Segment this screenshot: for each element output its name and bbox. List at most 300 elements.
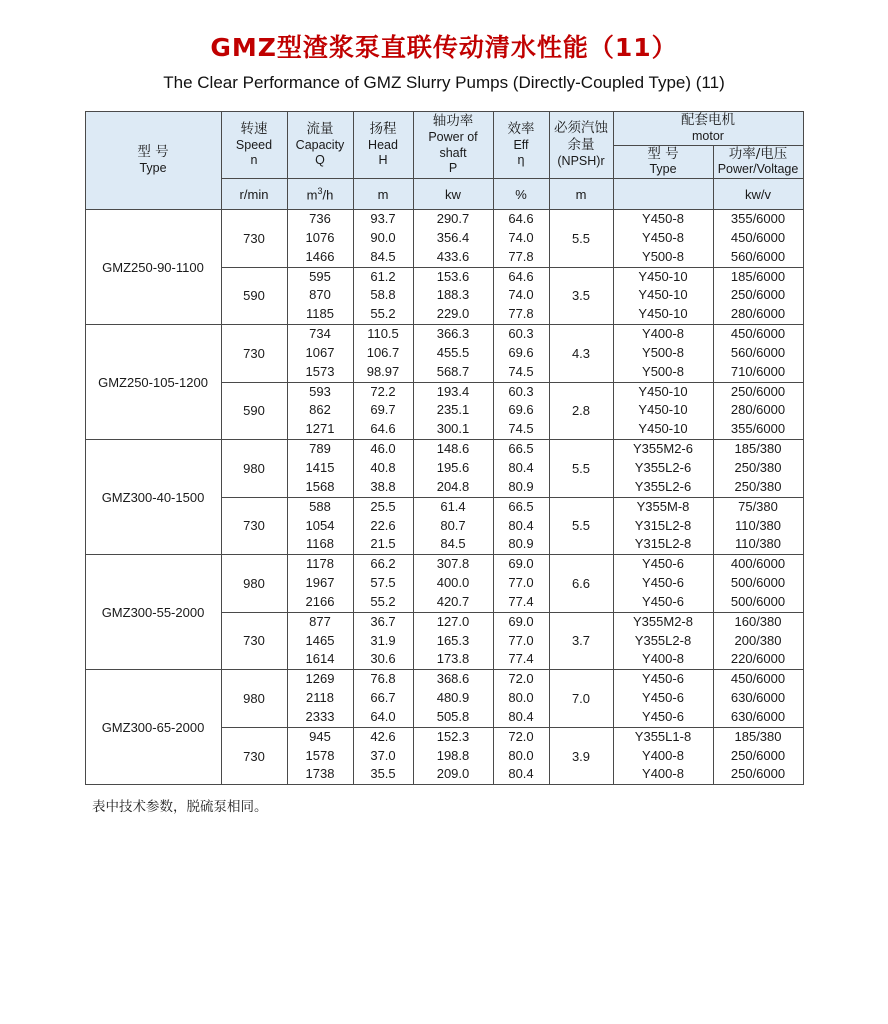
head-value: 66.7 — [370, 690, 396, 706]
motor-type-value: Y400-8 — [642, 651, 684, 667]
efficiency-value: 80.4 — [508, 708, 534, 724]
power-value: 198.8 — [436, 747, 470, 763]
power-value: 455.5 — [436, 344, 470, 360]
efficiency-value: 80.4 — [508, 459, 534, 475]
motor-type-value: Y355L2-6 — [634, 459, 692, 475]
power — [413, 382, 493, 440]
power-value: 165.3 — [436, 632, 470, 648]
head — [353, 555, 413, 613]
npsh-value: 2.8 — [549, 382, 613, 440]
motor-type-value: Y355L1-8 — [634, 728, 692, 744]
header-speed — [221, 112, 287, 179]
motor-type — [613, 612, 713, 670]
motor-power-value: 185/380 — [734, 728, 782, 744]
capacity-value: 1168 — [306, 536, 334, 552]
motor-type-value: Y450-6 — [642, 556, 684, 572]
head-value: 30.6 — [370, 651, 396, 667]
head-value: 58.8 — [370, 287, 396, 303]
header-speed-symbol: n — [250, 153, 258, 168]
motor-type-value: Y450-10 — [638, 306, 688, 322]
efficiency-value: 80.9 — [508, 536, 534, 552]
capacity-value: 1185 — [306, 306, 334, 322]
efficiency — [493, 325, 549, 383]
header-power — [413, 112, 493, 179]
motor-power — [713, 440, 803, 498]
power — [413, 497, 493, 555]
header-efficiency-zh: 效率 — [507, 120, 535, 137]
head — [353, 727, 413, 785]
table-footnote: 表中技术参数，脱硫泵相同。 — [92, 799, 268, 816]
motor-type-value: Y450-10 — [638, 421, 688, 437]
motor-type-value: Y450-6 — [642, 690, 684, 706]
table-row — [85, 670, 803, 728]
speed-value: 730 — [221, 727, 287, 785]
motor-power-value: 75/380 — [738, 498, 778, 514]
header-npsh-en: (NPSH)r — [557, 154, 605, 169]
capacity-value: 1738 — [305, 766, 335, 782]
npsh-value: 5.5 — [549, 210, 613, 268]
capacity-value: 595 — [309, 268, 331, 284]
capacity-value: 1076 — [305, 229, 335, 245]
motor-type-value: Y450-10 — [638, 287, 688, 303]
motor-power-value: 500/6000 — [730, 575, 786, 591]
unit-motor-type — [613, 179, 713, 210]
motor-type-value: Y400-8 — [642, 766, 684, 782]
capacity — [287, 555, 353, 613]
capacity-value: 2333 — [305, 708, 335, 724]
header-efficiency-en: Eff — [513, 137, 529, 152]
head — [353, 440, 413, 498]
document-page — [0, 28, 888, 1024]
motor-type — [613, 210, 713, 268]
power — [413, 612, 493, 670]
capacity-value: 1967 — [305, 575, 335, 591]
head-value: 106.7 — [366, 344, 400, 360]
head-value: 76.8 — [370, 671, 396, 687]
page-title-english: The Clear Performance of GMZ Slurry Pumps (Directly-Coupled Type) (11) — [163, 73, 725, 92]
power-value: 209.0 — [436, 766, 470, 782]
motor-power-value: 450/6000 — [730, 671, 786, 687]
motor-power — [713, 670, 803, 728]
motor-type — [613, 267, 713, 325]
capacity-value: 1415 — [305, 459, 335, 475]
head-value: 64.6 — [370, 421, 396, 437]
motor-power-value: 630/6000 — [730, 708, 786, 724]
motor-power-value: 110/380 — [734, 517, 782, 533]
efficiency-value: 74.0 — [508, 287, 534, 303]
npsh-value: 6.6 — [549, 555, 613, 613]
motor-power — [713, 210, 803, 268]
speed-value: 980 — [221, 440, 287, 498]
capacity-value: 1178 — [306, 556, 334, 572]
efficiency-value: 80.9 — [508, 478, 534, 494]
power-value: 480.9 — [436, 690, 470, 706]
head-value: 25.5 — [370, 498, 396, 514]
efficiency-value: 74.5 — [508, 363, 534, 379]
header-type-en: Type — [139, 161, 167, 176]
motor-type-value: Y355L2-8 — [634, 632, 692, 648]
motor-power-value: 250/380 — [734, 478, 782, 494]
head-value: 55.2 — [370, 306, 396, 322]
efficiency-value: 69.0 — [508, 556, 534, 572]
efficiency-value: 77.0 — [508, 632, 534, 648]
motor-power-value: 250/6000 — [730, 287, 786, 303]
capacity-value: 1269 — [305, 671, 335, 687]
motor-type-value: Y400-8 — [642, 326, 684, 342]
power-value: 204.8 — [436, 478, 470, 494]
capacity-value: 1067 — [305, 344, 335, 360]
motor-power-value: 560/6000 — [730, 248, 786, 264]
motor-power-value: 400/6000 — [730, 556, 786, 572]
motor-type — [613, 325, 713, 383]
head — [353, 612, 413, 670]
efficiency-value: 69.6 — [508, 344, 534, 360]
motor-power — [713, 267, 803, 325]
header-capacity-zh: 流量 — [306, 120, 334, 137]
motor-type-value: Y400-8 — [642, 747, 684, 763]
pump-model: GMZ300-65-2000 — [85, 670, 221, 785]
page-title-chinese: GMZ型渣浆泵直联传动清水性能（11） — [210, 33, 678, 62]
power — [413, 555, 493, 613]
head-value: 66.2 — [370, 556, 396, 572]
power-value: 400.0 — [436, 575, 470, 591]
motor-power — [713, 382, 803, 440]
header-npsh-zh: 必须汽蚀余量 — [554, 120, 608, 154]
head-value: 93.7 — [370, 211, 396, 226]
motor-power-value: 500/6000 — [730, 593, 786, 609]
motor-type — [613, 670, 713, 728]
power-value: 61.4 — [440, 498, 466, 514]
motor-type-value: Y450-8 — [642, 229, 684, 245]
head-value: 90.0 — [370, 229, 396, 245]
efficiency-value: 74.5 — [508, 421, 534, 437]
speed-value: 590 — [221, 267, 287, 325]
head — [353, 497, 413, 555]
capacity — [287, 497, 353, 555]
head-value: 36.7 — [370, 613, 396, 629]
head — [353, 670, 413, 728]
motor-power-value: 250/6000 — [730, 766, 786, 782]
efficiency — [493, 382, 549, 440]
speed-value: 730 — [221, 497, 287, 555]
efficiency-value: 69.6 — [508, 402, 534, 418]
capacity-value: 588 — [309, 498, 331, 514]
header-motor-group — [613, 112, 803, 146]
header-type — [85, 112, 221, 210]
motor-type-value: Y355M2-8 — [633, 613, 693, 629]
power-value: 229.0 — [436, 306, 470, 322]
header-capacity-symbol: Q — [315, 153, 325, 168]
head-value: 42.6 — [370, 728, 396, 744]
capacity-value: 877 — [309, 613, 331, 629]
motor-type-value: Y450-6 — [642, 671, 684, 687]
motor-power-value: 710/6000 — [730, 363, 786, 379]
power — [413, 440, 493, 498]
capacity-value: 789 — [309, 441, 331, 457]
motor-power-value: 560/6000 — [730, 344, 786, 360]
head-value: 57.5 — [370, 575, 396, 591]
motor-type-value: Y450-10 — [638, 383, 688, 399]
head-value: 37.0 — [370, 747, 396, 763]
capacity-value: 870 — [309, 287, 331, 303]
head-value: 22.6 — [370, 517, 396, 533]
head-value: 40.8 — [370, 459, 396, 475]
unit-efficiency: % — [493, 179, 549, 210]
table-row — [85, 210, 803, 268]
efficiency-value: 74.0 — [508, 229, 534, 245]
head — [353, 382, 413, 440]
capacity — [287, 325, 353, 383]
motor-type-value: Y450-6 — [642, 575, 684, 591]
motor-type-value: Y355L2-6 — [634, 478, 692, 494]
capacity-value: 2118 — [306, 690, 334, 706]
header-efficiency-symbol: η — [517, 153, 525, 168]
motor-power-value: 630/6000 — [730, 690, 786, 706]
efficiency-value: 77.8 — [508, 248, 534, 264]
npsh-value: 7.0 — [549, 670, 613, 728]
unit-head: m — [353, 179, 413, 210]
speed-value: 730 — [221, 325, 287, 383]
power-value: 188.3 — [436, 287, 470, 303]
power-value: 235.1 — [436, 402, 470, 418]
power-value: 195.6 — [436, 459, 470, 475]
efficiency-value: 77.0 — [508, 575, 534, 591]
head-value: 35.5 — [370, 766, 396, 782]
header-head-symbol: H — [378, 153, 388, 168]
motor-type-value: Y500-8 — [642, 363, 684, 379]
header-motor-type-en: Type — [649, 162, 677, 177]
power-value: 420.7 — [436, 593, 470, 609]
head-value: 55.2 — [370, 593, 396, 609]
head — [353, 210, 413, 268]
header-motor-power — [713, 145, 803, 179]
capacity-value: 1271 — [305, 421, 335, 437]
npsh-value: 5.5 — [549, 440, 613, 498]
capacity-value: 862 — [309, 402, 331, 418]
power-value: 153.6 — [436, 268, 470, 284]
efficiency — [493, 670, 549, 728]
motor-power-value: 355/6000 — [730, 211, 786, 226]
capacity-value: 945 — [309, 728, 331, 744]
motor-power-value: 185/380 — [734, 441, 782, 457]
npsh-value: 5.5 — [549, 497, 613, 555]
motor-type — [613, 727, 713, 785]
efficiency-value: 69.0 — [508, 613, 534, 629]
motor-type — [613, 440, 713, 498]
speed-value: 980 — [221, 555, 287, 613]
pump-performance-table — [85, 111, 804, 785]
motor-power-value: 200/380 — [734, 632, 782, 648]
table-header — [85, 112, 803, 210]
efficiency — [493, 497, 549, 555]
head-value: 61.2 — [370, 268, 396, 284]
pump-model: GMZ250-90-1100 — [85, 210, 221, 325]
efficiency-value: 64.6 — [508, 211, 534, 226]
head-value: 84.5 — [370, 248, 396, 264]
header-speed-zh: 转速 — [240, 120, 268, 137]
efficiency-value: 80.0 — [508, 690, 534, 706]
header-capacity-en: Capacity — [295, 137, 345, 152]
power-value: 356.4 — [436, 229, 470, 245]
motor-power-value: 450/6000 — [730, 229, 786, 245]
speed-value: 590 — [221, 382, 287, 440]
efficiency — [493, 210, 549, 268]
efficiency-value: 66.5 — [508, 441, 534, 457]
motor-power-value: 280/6000 — [730, 402, 786, 418]
table-row — [85, 555, 803, 613]
efficiency-value: 77.4 — [508, 593, 534, 609]
efficiency-value: 77.4 — [508, 651, 534, 667]
power-value: 300.1 — [436, 421, 470, 437]
unit-power: kw — [413, 179, 493, 210]
efficiency — [493, 727, 549, 785]
motor-type-value: Y315L2-8 — [634, 536, 692, 552]
header-npsh — [549, 112, 613, 179]
header-efficiency — [493, 112, 549, 179]
capacity — [287, 267, 353, 325]
motor-type-value: Y450-6 — [642, 708, 684, 724]
power-value: 173.8 — [436, 651, 470, 667]
header-capacity — [287, 112, 353, 179]
motor-type-value: Y500-8 — [642, 248, 684, 264]
power-value: 368.6 — [436, 671, 470, 687]
motor-type-value: Y450-6 — [642, 593, 684, 609]
header-motor-power-zh: 功率/电压 — [728, 145, 788, 162]
efficiency-value: 60.3 — [508, 326, 534, 342]
head-value: 110.5 — [367, 326, 399, 342]
efficiency-value: 72.0 — [508, 671, 534, 687]
table-body — [85, 210, 803, 785]
head-value: 21.5 — [370, 536, 396, 552]
efficiency-value: 72.0 — [508, 728, 534, 744]
motor-power — [713, 727, 803, 785]
npsh-value: 3.7 — [549, 612, 613, 670]
npsh-value: 3.5 — [549, 267, 613, 325]
pump-model: GMZ250-105-1200 — [85, 325, 221, 440]
power-value: 366.3 — [436, 326, 470, 342]
table-row — [85, 440, 803, 498]
header-type-zh: 型 号 — [137, 144, 169, 161]
header-power-zh: 轴功率 — [432, 113, 474, 130]
capacity-value: 2166 — [305, 593, 335, 609]
header-head-en: Head — [368, 137, 398, 152]
header-motor-type-zh: 型 号 — [647, 145, 679, 162]
power-value: 307.8 — [436, 556, 470, 572]
motor-type-value: Y500-8 — [642, 344, 684, 360]
capacity-value: 1614 — [305, 651, 335, 667]
power — [413, 267, 493, 325]
capacity-value: 1054 — [305, 517, 335, 533]
motor-power — [713, 497, 803, 555]
motor-type-value: Y315L2-8 — [634, 517, 692, 533]
speed-value: 980 — [221, 670, 287, 728]
head-value: 98.97 — [366, 363, 400, 379]
motor-power-value: 185/6000 — [730, 268, 786, 284]
power-value: 193.4 — [436, 383, 470, 399]
motor-power — [713, 555, 803, 613]
power-value: 505.8 — [436, 708, 470, 724]
header-motor-type — [613, 145, 713, 179]
capacity-value: 1573 — [305, 363, 335, 379]
power-value: 568.7 — [436, 363, 470, 379]
capacity-value: 1578 — [305, 747, 335, 763]
motor-power-value: 110/380 — [734, 536, 782, 552]
unit-motor-power: kw/v — [713, 179, 803, 210]
power — [413, 727, 493, 785]
motor-power — [713, 325, 803, 383]
power-value: 84.5 — [440, 536, 466, 552]
motor-power-value: 220/6000 — [730, 651, 786, 667]
efficiency-value: 77.8 — [508, 306, 534, 322]
capacity — [287, 612, 353, 670]
capacity-value: 736 — [309, 211, 331, 226]
power — [413, 670, 493, 728]
speed-value: 730 — [221, 210, 287, 268]
capacity — [287, 210, 353, 268]
efficiency — [493, 267, 549, 325]
header-motor-power-en: Power/Voltage — [717, 162, 799, 177]
header-motor-zh: 配套电机 — [681, 112, 735, 128]
power-value: 433.6 — [436, 248, 470, 264]
head-value: 64.0 — [370, 708, 396, 724]
motor-type-value: Y355M2-6 — [633, 441, 693, 457]
header-motor-en: motor — [692, 128, 724, 143]
efficiency — [493, 612, 549, 670]
power-value: 80.7 — [440, 517, 466, 533]
power — [413, 210, 493, 268]
motor-type-value: Y450-8 — [642, 211, 684, 226]
motor-type-value: Y450-10 — [638, 268, 688, 284]
motor-type — [613, 497, 713, 555]
motor-power-value: 355/6000 — [730, 421, 786, 437]
motor-type-value: Y450-10 — [638, 402, 688, 418]
pump-model: GMZ300-55-2000 — [85, 555, 221, 670]
head-value: 69.7 — [370, 402, 396, 418]
head — [353, 267, 413, 325]
motor-type — [613, 555, 713, 613]
capacity-value: 593 — [309, 383, 331, 399]
efficiency-value: 64.6 — [508, 268, 534, 284]
capacity-value: 734 — [309, 326, 331, 342]
efficiency — [493, 555, 549, 613]
motor-power-value: 280/6000 — [730, 306, 786, 322]
header-head — [353, 112, 413, 179]
capacity — [287, 440, 353, 498]
head-value: 38.8 — [370, 478, 396, 494]
efficiency-value: 80.4 — [508, 517, 534, 533]
motor-type-value: Y355M-8 — [636, 498, 690, 514]
head-value: 31.9 — [370, 632, 396, 648]
pump-model: GMZ300-40-1500 — [85, 440, 221, 555]
capacity — [287, 670, 353, 728]
motor-power — [713, 612, 803, 670]
efficiency-value: 80.4 — [508, 766, 534, 782]
npsh-value: 3.9 — [549, 727, 613, 785]
power-value: 152.3 — [436, 728, 470, 744]
motor-power-value: 250/6000 — [730, 383, 786, 399]
speed-value: 730 — [221, 612, 287, 670]
capacity-value: 1568 — [305, 478, 335, 494]
header-speed-en: Speed — [235, 137, 273, 152]
motor-power-value: 250/380 — [734, 459, 782, 475]
head — [353, 325, 413, 383]
capacity — [287, 382, 353, 440]
efficiency-value: 66.5 — [508, 498, 534, 514]
motor-type — [613, 382, 713, 440]
unit-capacity: $m^3/h$ — [287, 179, 353, 210]
power-value: 148.6 — [436, 441, 470, 457]
unit-speed: r/min — [221, 179, 287, 210]
